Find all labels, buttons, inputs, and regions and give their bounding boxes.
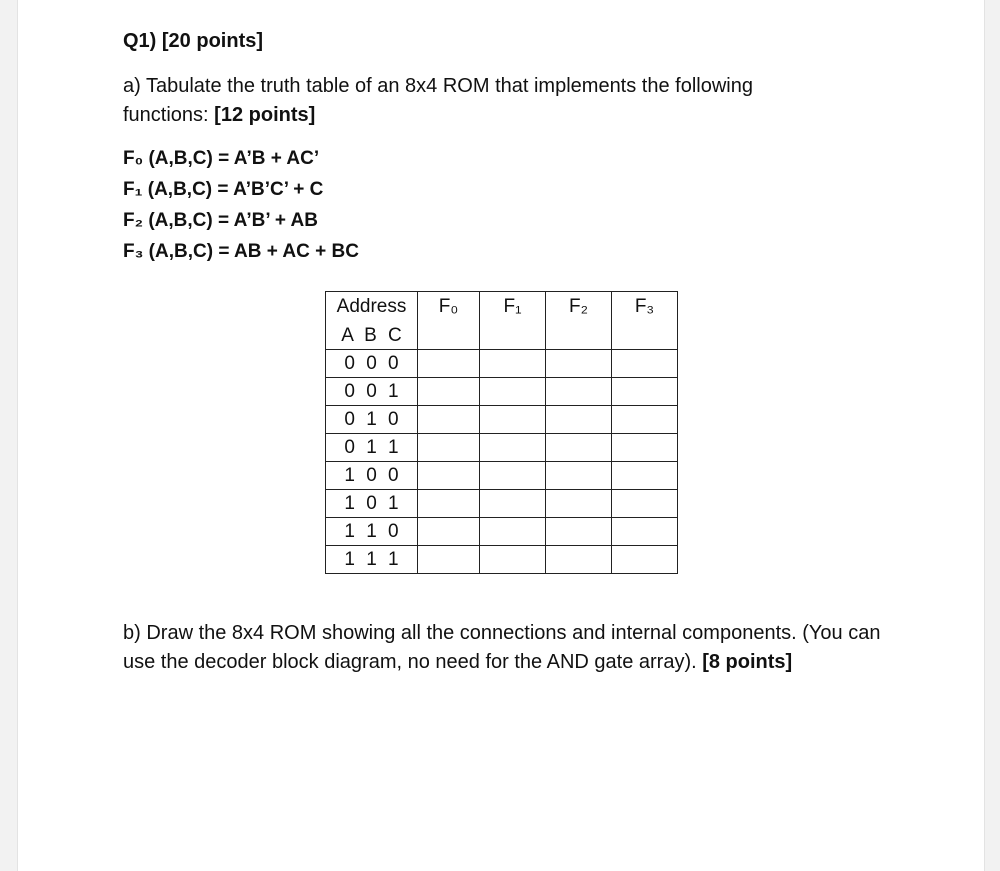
f1-cell[interactable] [480,350,546,378]
address-cell: 0 1 1 [326,434,418,462]
f3-cell[interactable] [612,434,678,462]
table-row [326,406,678,434]
f1-cell[interactable] [480,518,546,546]
address-cell: 0 0 0 [326,350,418,378]
address-cell: 1 1 0 [326,518,418,546]
f0-cell[interactable] [418,378,480,406]
f2-cell[interactable] [546,434,612,462]
function-f2: F₂ (A,B,C) = A’B’ + AB [123,210,318,231]
f3-cell[interactable] [612,518,678,546]
table-header-row [326,292,678,324]
document-page [17,0,985,871]
table-row [326,350,678,378]
header-address: Address [326,292,418,324]
table-row [326,378,678,406]
header-address-abc: A B C [326,323,418,350]
table-row [326,546,678,574]
table-row [326,490,678,518]
f3-cell[interactable] [612,546,678,574]
f2-cell[interactable] [546,490,612,518]
f1-cell[interactable] [480,546,546,574]
f0-cell[interactable] [418,434,480,462]
question-title: Q1) [20 points] [123,30,264,52]
f2-cell[interactable] [546,350,612,378]
f2-cell[interactable] [546,378,612,406]
rom-truth-table [325,291,678,574]
table-row [326,434,678,462]
address-cell: 0 0 1 [326,378,418,406]
part-b-text: b) Draw the 8x4 ROM showing all the connections and internal components. (You can use the decoder block diagram, no need for the AND gate array). [123,622,881,673]
f0-cell[interactable] [418,490,480,518]
part-a-points: [12 points] [214,104,316,126]
header-f0: F₀ [418,292,480,350]
f3-cell[interactable] [612,490,678,518]
f0-cell[interactable] [418,406,480,434]
f1-cell[interactable] [480,378,546,406]
f2-cell[interactable] [546,546,612,574]
table-row [326,462,678,490]
address-cell: 1 0 1 [326,490,418,518]
f2-cell[interactable] [546,518,612,546]
part-a-text: a) Tabulate the truth table of an 8x4 ROM that implements the following functions: [123,75,753,126]
table-row [326,518,678,546]
f1-cell[interactable] [480,434,546,462]
f2-cell[interactable] [546,406,612,434]
f0-cell[interactable] [418,350,480,378]
f2-cell[interactable] [546,462,612,490]
address-cell: 1 0 0 [326,462,418,490]
function-f0: F₀ (A,B,C) = A’B + AC’ [123,148,320,169]
function-f3: F₃ (A,B,C) = AB + AC + BC [123,241,359,262]
header-f1: F₁ [480,292,546,350]
f0-cell[interactable] [418,518,480,546]
f0-cell[interactable] [418,546,480,574]
header-f2: F₂ [546,292,612,350]
function-f1: F₁ (A,B,C) = A’B’C’ + C [123,179,324,200]
f1-cell[interactable] [480,406,546,434]
f1-cell[interactable] [480,462,546,490]
f3-cell[interactable] [612,378,678,406]
f0-cell[interactable] [418,462,480,490]
header-f3: F₃ [612,292,678,350]
part-b-prompt [123,619,913,677]
f3-cell[interactable] [612,406,678,434]
f1-cell[interactable] [480,490,546,518]
address-cell: 0 1 0 [326,406,418,434]
f3-cell[interactable] [612,462,678,490]
f3-cell[interactable] [612,350,678,378]
function-list [123,143,359,267]
part-b-points: [8 points] [702,651,793,673]
part-a-prompt [123,72,843,130]
address-cell: 1 1 1 [326,546,418,574]
